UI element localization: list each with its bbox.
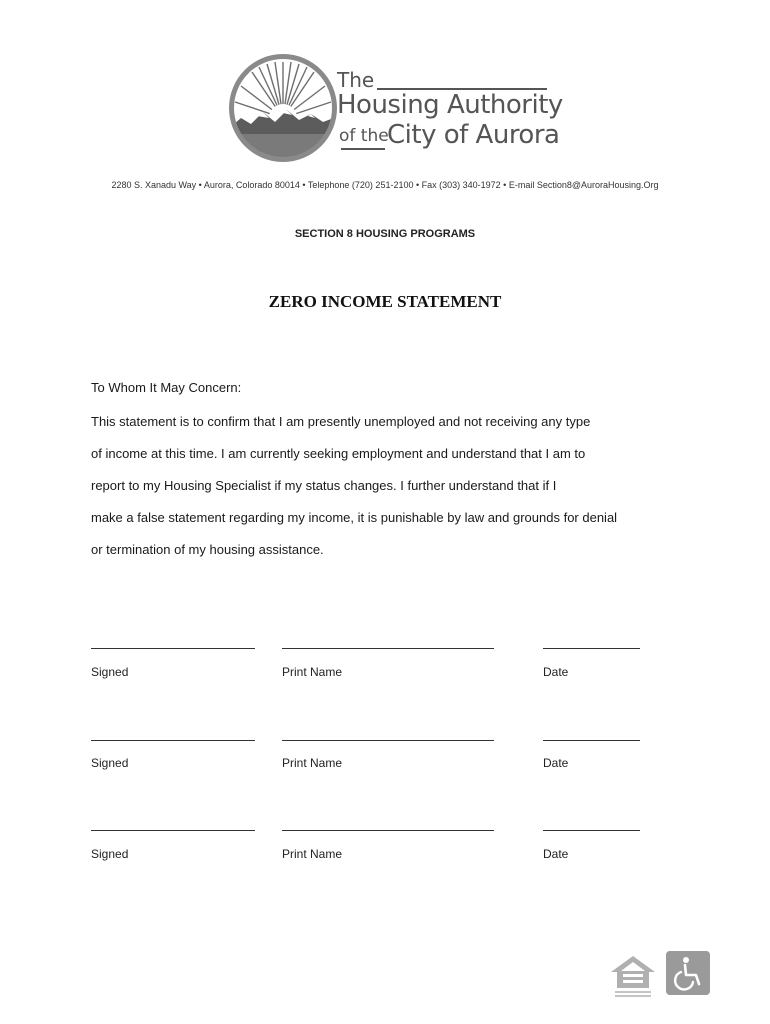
contact-address: 2280 S. Xanadu Way • Aurora, Colorado 80014 • Telephone (720) 251-2100 • Fax (303) 340-1972 • E-mail Section8@AuroraHousing.Org: [111, 180, 659, 190]
date-label: Date: [543, 756, 569, 770]
date-label: Date: [543, 847, 569, 861]
equal-housing-opportunity-icon: [609, 952, 657, 1000]
logo-city-of-aurora: City of Aurora: [387, 120, 560, 150]
salutation: To Whom It May Concern:: [91, 380, 242, 395]
program-title: SECTION 8 HOUSING PROGRAMS: [294, 228, 476, 240]
print-name-line[interactable]: [282, 740, 494, 741]
date-line[interactable]: [543, 648, 640, 649]
logo-the: The: [337, 68, 375, 92]
date-line[interactable]: [543, 830, 640, 831]
print-name-label: Print Name: [282, 847, 343, 861]
logo-housing-authority: Housing Authority: [337, 90, 563, 120]
body-line: or termination of my housing assistance.: [91, 542, 324, 557]
logo-of-the: of the: [339, 126, 389, 146]
body-line: This statement is to confirm that I am presently unemployed and not receiving any type: [91, 414, 591, 429]
housing-authority-logo: [227, 52, 563, 168]
body-line: of income at this time. I am currently seeking employment and understand that I am to: [91, 446, 586, 461]
body-line: report to my Housing Specialist if my status changes. I further understand that if I: [91, 478, 557, 493]
signature-line[interactable]: [91, 740, 255, 741]
print-name-line[interactable]: [282, 830, 494, 831]
document-title: ZERO INCOME STATEMENT: [268, 292, 502, 311]
print-name-label: Print Name: [282, 756, 343, 770]
print-name-line[interactable]: [282, 648, 494, 649]
print-name-label: Print Name: [282, 665, 343, 679]
wheelchair-accessibility-icon: [666, 951, 710, 995]
signed-label: Signed: [91, 665, 129, 679]
date-line[interactable]: [543, 740, 640, 741]
logo-rule: [341, 148, 385, 150]
body-line: make a false statement regarding my income, it is punishable by law and grounds for denial: [91, 510, 618, 525]
signature-line[interactable]: [91, 830, 255, 831]
sun-mountain-seal-icon: [227, 52, 339, 164]
date-label: Date: [543, 665, 569, 679]
signed-label: Signed: [91, 847, 129, 861]
signed-label: Signed: [91, 756, 129, 770]
signature-line[interactable]: [91, 648, 255, 649]
